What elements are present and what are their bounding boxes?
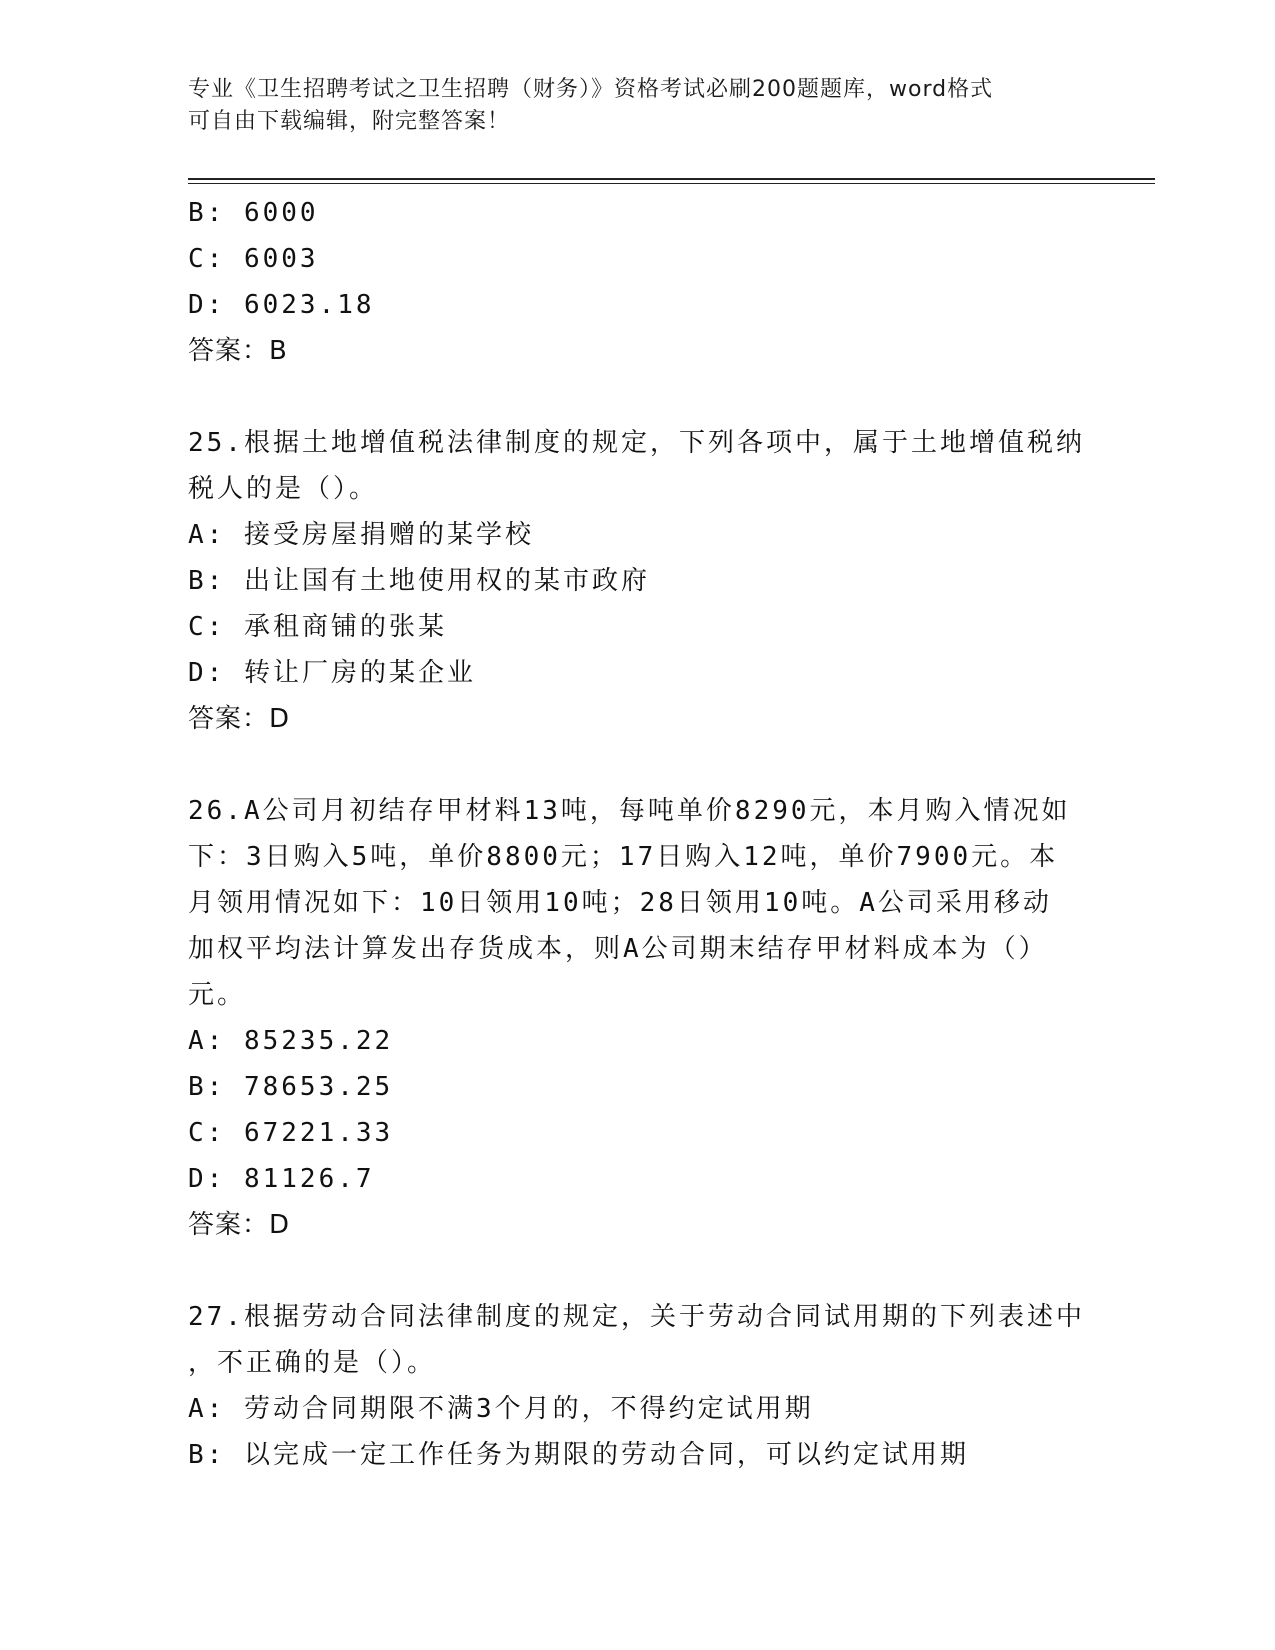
spacer bbox=[188, 374, 1088, 420]
question-stem-line: 26.A公司月初结存甲材料13吨，每吨单价8290元，本月购入情况如 bbox=[188, 796, 1071, 826]
question-stem-line: 25.根据土地增值税法律制度的规定，下列各项中，属于土地增值税纳 bbox=[188, 428, 1085, 458]
document-header bbox=[188, 74, 1088, 138]
question-stem-line: 下：3日购入5吨，单价8800元；17日购入12吨，单价7900元。本 bbox=[188, 842, 1059, 872]
option-b: B: 6000 bbox=[188, 198, 319, 228]
question-stem-line: 月领用情况如下：10日领用10吨；28日领用10吨。A公司采用移动 bbox=[188, 888, 1052, 918]
answer-line: 答案：D bbox=[188, 704, 291, 734]
option-d: D: 6023.18 bbox=[188, 290, 375, 320]
option-a: A: 接受房屋捐赠的某学校 bbox=[188, 520, 534, 550]
question-stem-line: 元。 bbox=[188, 980, 247, 1010]
option-a: A: 劳动合同期限不满3个月的，不得约定试用期 bbox=[188, 1394, 814, 1424]
question-25 bbox=[188, 420, 1088, 742]
header-line-1: 专业《卫生招聘考试之卫生招聘（财务）》资格考试必刷200题题库，word格式 bbox=[188, 77, 994, 102]
option-b: B: 以完成一定工作任务为期限的劳动合同，可以约定试用期 bbox=[188, 1440, 969, 1470]
answer-line: 答案：B bbox=[188, 336, 288, 366]
question-stem-line: ，不正确的是（）。 bbox=[188, 1348, 437, 1378]
option-a: A: 85235.22 bbox=[188, 1026, 394, 1056]
option-b: B: 78653.25 bbox=[188, 1072, 394, 1102]
option-b: B: 出让国有土地使用权的某市政府 bbox=[188, 566, 650, 596]
question-stem-line: 27.根据劳动合同法律制度的规定，关于劳动合同试用期的下列表述中 bbox=[188, 1302, 1085, 1332]
question-24-remainder bbox=[188, 190, 1088, 374]
header-divider-thick bbox=[188, 178, 1155, 180]
document-body bbox=[188, 190, 1088, 1478]
option-d: D: 转让厂房的某企业 bbox=[188, 658, 476, 688]
spacer bbox=[188, 742, 1088, 788]
header-divider-thin bbox=[188, 183, 1155, 184]
question-stem-line: 加权平均法计算发出存货成本，则A公司期末结存甲材料成本为（） bbox=[188, 934, 1048, 964]
option-d: D: 81126.7 bbox=[188, 1164, 375, 1194]
question-27 bbox=[188, 1294, 1088, 1478]
option-c: C: 承租商铺的张某 bbox=[188, 612, 447, 642]
option-c: C: 6003 bbox=[188, 244, 319, 274]
spacer bbox=[188, 1248, 1088, 1294]
question-26 bbox=[188, 788, 1088, 1248]
answer-line: 答案：D bbox=[188, 1210, 291, 1240]
question-stem-line: 税人的是（）。 bbox=[188, 474, 379, 504]
option-c: C: 67221.33 bbox=[188, 1118, 394, 1148]
header-line-2: 可自由下载编辑，附完整答案！ bbox=[188, 109, 511, 134]
